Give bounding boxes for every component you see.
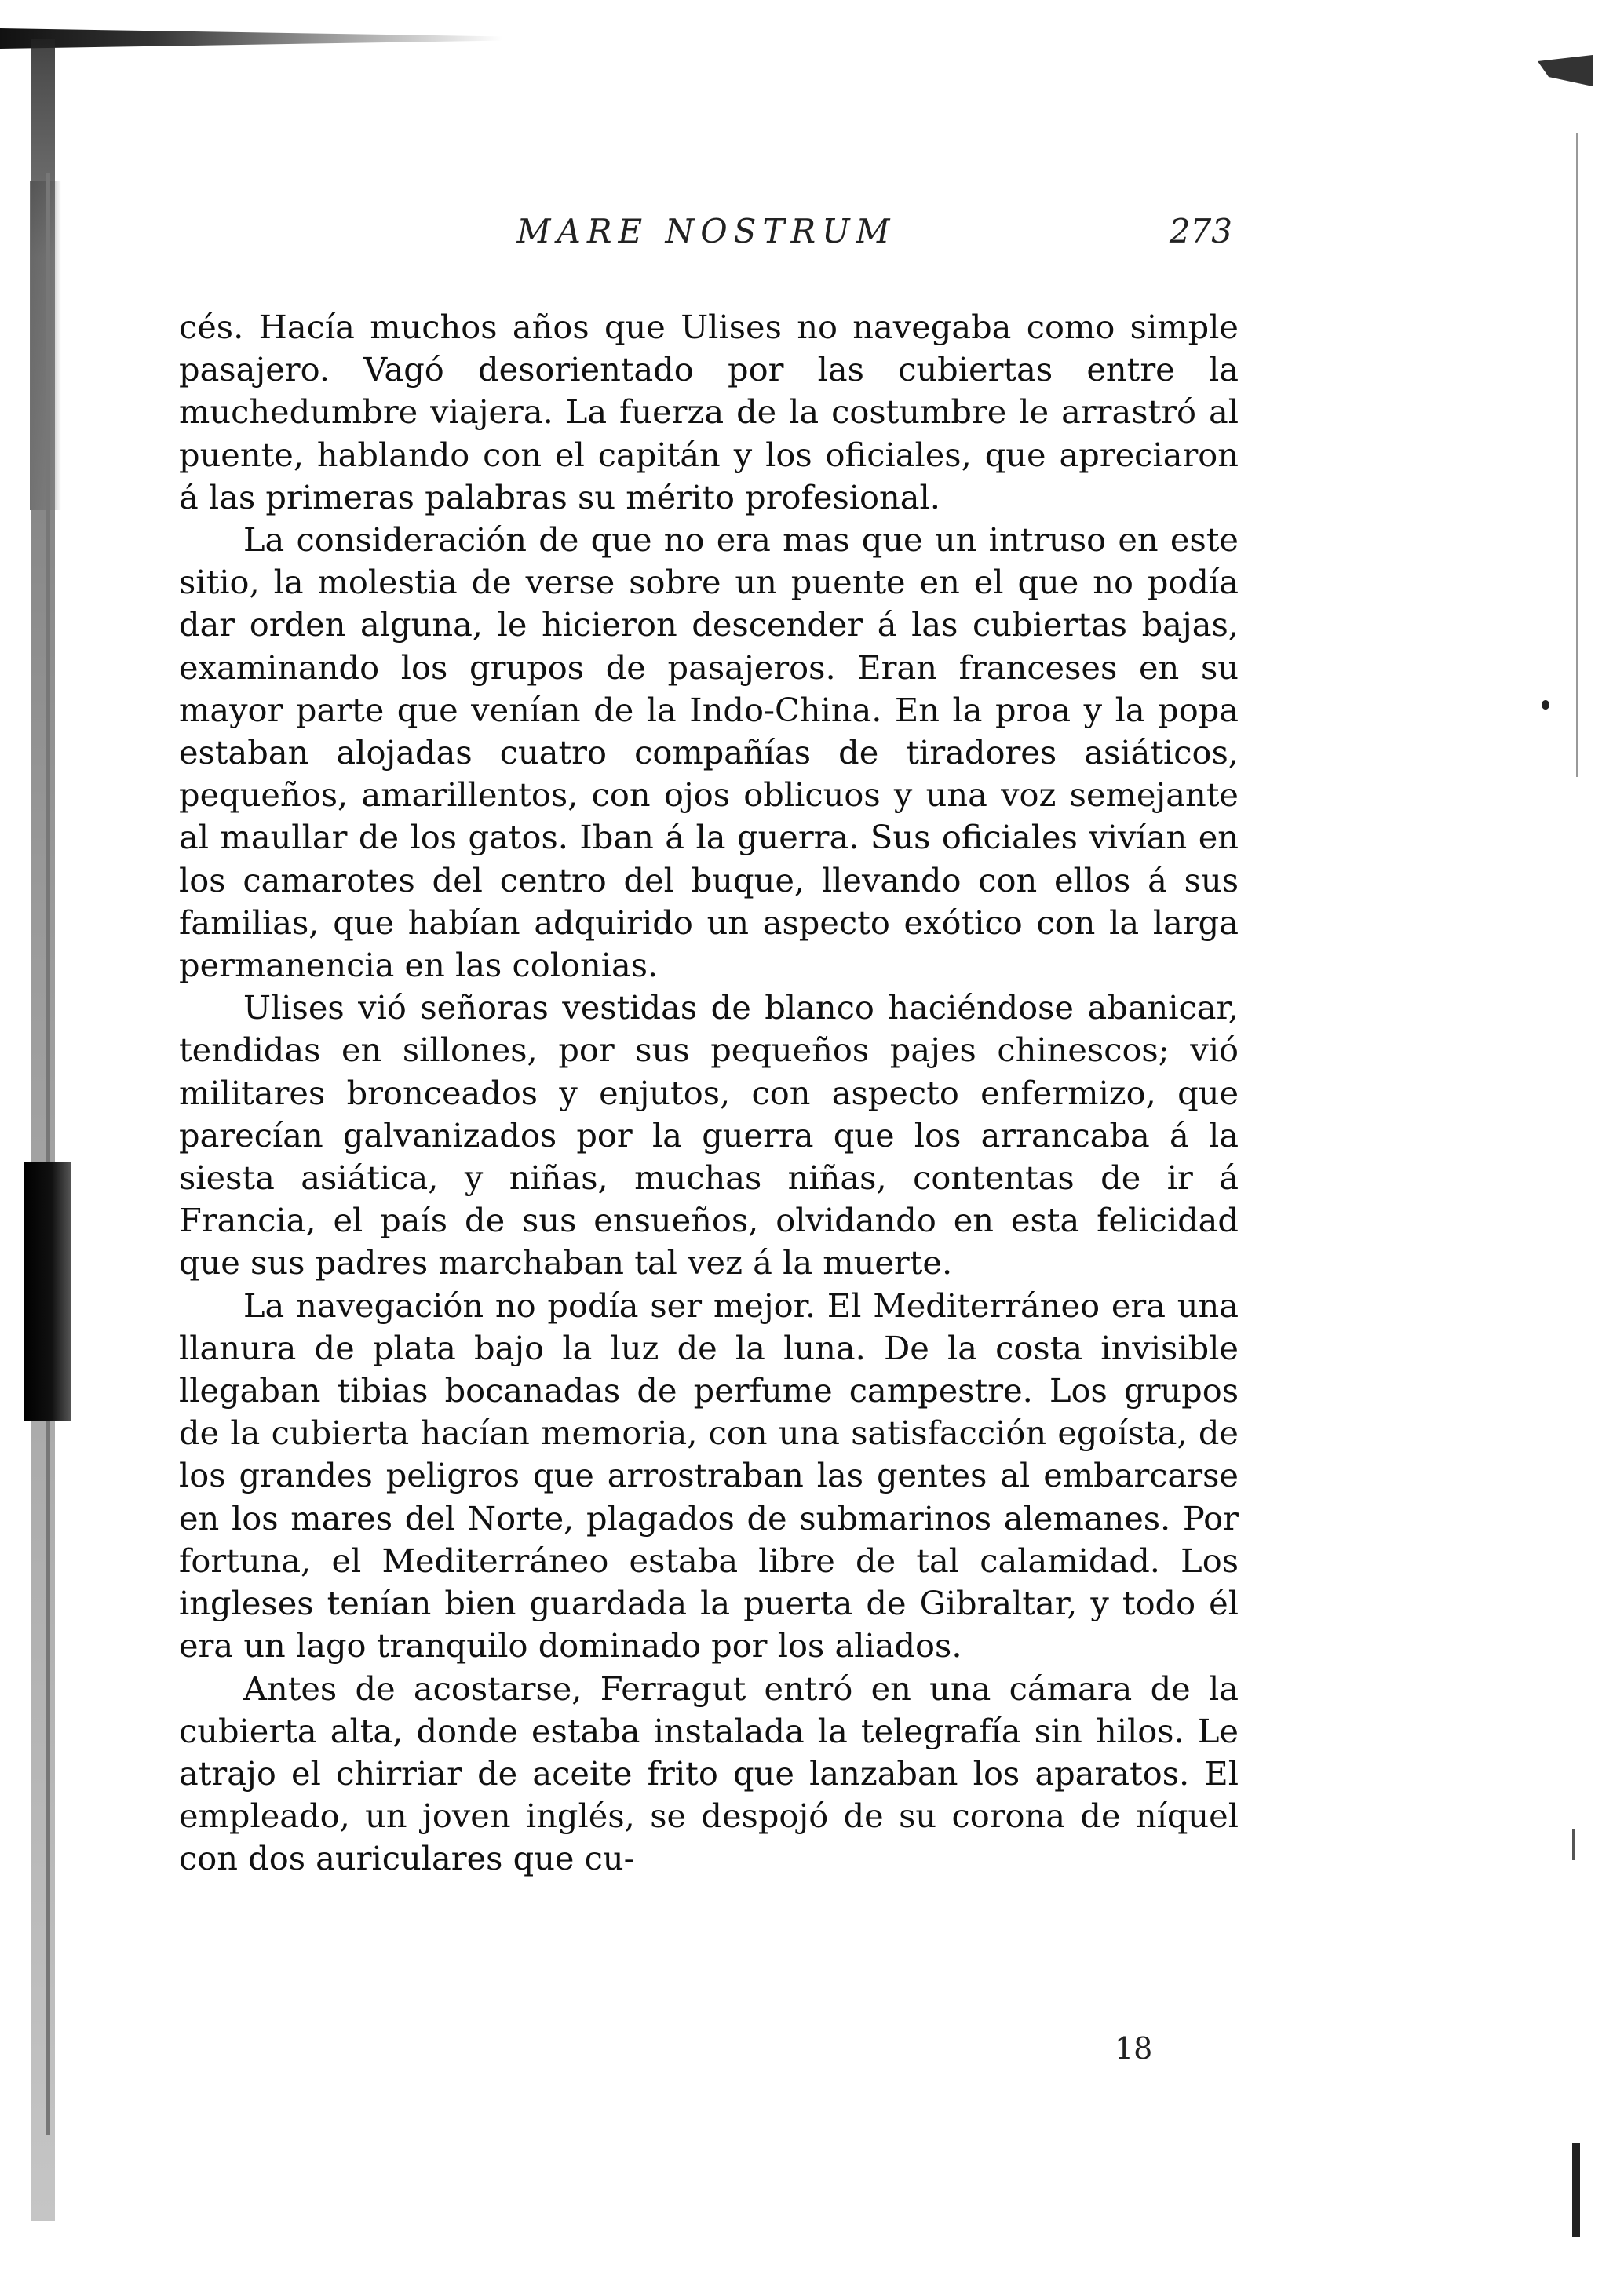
paragraph: Ulises vió señoras vestidas de blanco haciéndose abanicar, tendidas en sillones, por sus pequeños pajes chinescos; vió militares bronceados y enjutos, con aspecto enfermizo, que parecían galvanizados por la guerra que los arrancaba á la siesta asiática, y niñas, muchas niñas, contentas de ir á Francia, el país de sus ensueños, olvidando en esta felicidad que sus padres marchaban tal vez á la muerte. [179,988,1239,1282]
scan-edge-top [0,28,502,49]
running-title: MARE NOSTRUM [516,212,896,250]
paragraph: La navegación no podía ser mejor. El Mediterráneo era una llanura de plata bajo la luz de la luna. De la costa invisible llegaban tibias bocanadas de perfume campestre. Los grupos de la cubierta hacían memoria, con una satisfacción egoísta, de los grandes peligros que arrostraban las gentes al embarcarse en los mares del Norte, plagados de submarinos alemanes. Por fortuna, el Mediterráneo estaba libre de tal calamidad. Los ingleses tenían bien guardada la puerta de Gibraltar, y todo él era un lago tranquilo dominado por los aliados. [179,1286,1239,1665]
scan-mark-bottom-right [1572,2143,1580,2237]
scan-edge-left-line [46,173,50,2135]
paragraph: cés. Hacía muchos años que Ulises no navegaba como simple pasajero. Vagó desorientado por las cubiertas entre la muchedumbre viajera. La fuerza de la costumbre le arrastró al puente, hablando con el capitán y los oficiales, que apreciaron á las primeras palabras su mérito profesional. [179,308,1239,516]
signature-mark: 18 [1115,2031,1153,2066]
scan-dot-right [1542,700,1549,710]
running-header [181,212,1232,259]
scan-tick-right [1572,1829,1575,1860]
paragraph: Antes de acostarse, Ferragut entró en una cámara de la cubierta alta, donde estaba instalada la telegrafía sin hilos. Le atrajo el chirriar de aceite frito que lanzaban los aparatos. El empleado, un joven inglés, se despojó de su corona de níquel con dos auriculares que cu- [179,1669,1239,1878]
scan-edge-right [1576,133,1578,777]
scan-mark-top-right [1538,55,1593,86]
paragraph: La consideración de que no era mas que un intruso en este sitio, la molestia de verse sobre un puente en el que no podía dar orden alguna, le hicieron descender á las cubiertas bajas, examinando los grupos de pasajeros. Eran franceses en su mayor parte que venían de la Indo-China. En la proa y la popa estaban alojadas cuatro compañías de tiradores asiáticos, pequeños, amarillentos, con ojos oblicuos y una voz semejante al maullar de los gatos. Iban á la guerra. Sus oficiales vivían en los camarotes del centro del buque, llevando con ellos á sus familias, que habían adquirido un aspecto exótico con la larga permanencia en las colonias. [179,520,1239,985]
scan-shadow-left-block [24,1162,71,1421]
scan-edge-left [31,39,55,2221]
body-text [179,306,1239,1880]
page-number: 273 [1169,212,1232,250]
